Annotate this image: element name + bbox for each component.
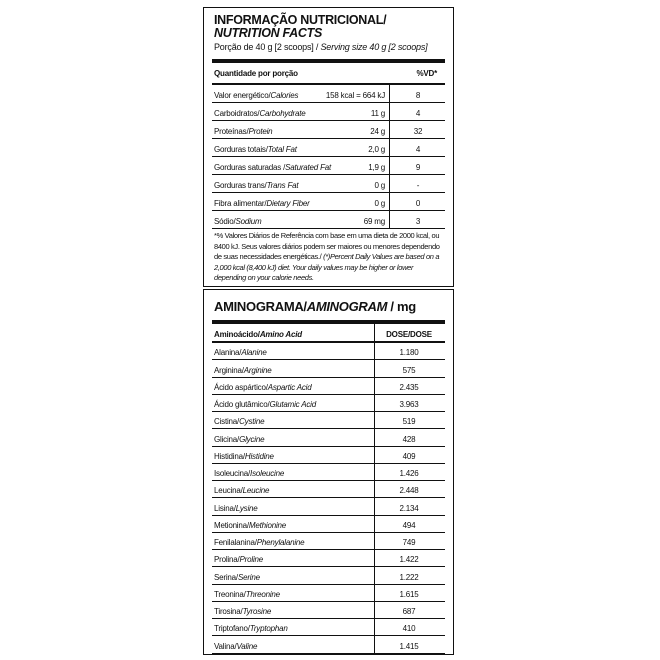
- amino-acid-name: [214, 486, 269, 495]
- aminogram-header-pt: Aminoácido/: [214, 330, 260, 339]
- nutrient-amount: 11 g: [370, 109, 385, 118]
- nutrient-daily-value: 8: [415, 91, 421, 100]
- amino-acid-name-en: Alanine: [241, 348, 267, 358]
- nutrient-name: [214, 109, 306, 118]
- amino-acid-dose: 749: [402, 538, 416, 547]
- amino-acid-name-en: Isoleucine: [250, 469, 285, 478]
- nutrient-name-pt: Gorduras trans/: [214, 181, 267, 190]
- nutrition-row: [212, 193, 445, 211]
- nutrient-daily-value: 0: [415, 199, 421, 208]
- amino-acid-name: [214, 590, 280, 599]
- amino-acid-dose: 494: [402, 520, 416, 530]
- amino-acid-name-en: Proline: [239, 555, 264, 565]
- serving-size-en: Serving size 40 g [2 scoops]: [320, 42, 428, 52]
- amino-acid-dose: 409: [402, 451, 416, 461]
- nutrient-name-en: Carbohydrate: [259, 109, 306, 118]
- amino-acid-name: [214, 400, 316, 409]
- nutrient-name-pt: Fibra alimentar/: [214, 199, 267, 208]
- aminogram-row: [212, 343, 445, 360]
- nutrition-row: [212, 139, 445, 157]
- amino-acid-dose: 1.422: [399, 555, 419, 565]
- amino-acid-dose: 1.415: [399, 641, 419, 651]
- amino-acid-name-pt: Arginina/: [214, 365, 244, 375]
- nutrition-facts-panel: [203, 7, 454, 287]
- nutrient-amount: 1,9 g: [368, 163, 385, 172]
- nutrition-footnote: [214, 231, 445, 284]
- nutrient-amount: 0 g: [374, 199, 385, 208]
- amino-acid-name-en: Tyrosine: [242, 607, 272, 616]
- amino-acid-dose: 410: [402, 624, 416, 634]
- amino-acid-name-en: Lysine: [235, 503, 258, 513]
- aminogram-row: [212, 550, 445, 567]
- aminogram-row: [212, 464, 445, 481]
- nutrient-name-pt: Proteínas/: [214, 127, 249, 136]
- amino-acid-name-pt: Isoleucina/: [214, 469, 251, 478]
- nutrient-name-en: Saturated Fat: [285, 163, 332, 172]
- amino-acid-name-pt: Glicina/: [214, 434, 240, 444]
- aminogram-header: [212, 324, 445, 343]
- amino-acid-name: [214, 504, 258, 513]
- aminogram-row: [212, 395, 445, 412]
- amino-acid-dose: 1.615: [399, 589, 419, 599]
- amino-acid-name-pt: Valina/: [214, 641, 237, 651]
- nutrition-row: [212, 175, 445, 193]
- nutrition-row: [212, 121, 445, 139]
- amino-acid-name: [214, 366, 272, 375]
- amino-acid-name-pt: Histidina/: [214, 451, 245, 461]
- nutrient-name-pt: Sódio/: [214, 217, 236, 226]
- amino-acid-name: [214, 573, 260, 582]
- amino-acid-dose: 575: [402, 365, 416, 375]
- amino-acid-name-pt: Alanina/: [214, 348, 242, 358]
- amino-acid-name-pt: Serina/: [214, 572, 238, 582]
- nutrient-name: [214, 91, 298, 100]
- amino-acid-name-en: Aspartic Acid: [267, 382, 312, 392]
- amino-acid-dose: 1.426: [399, 469, 419, 478]
- nutrient-daily-value: 4: [415, 109, 421, 118]
- serving-size-pt: Porção de 40 g [2 scoops] /: [214, 42, 321, 52]
- aminogram-title-pt: AMINOGRAMA/: [214, 299, 307, 314]
- aminogram-row: [212, 533, 445, 550]
- nutrient-amount: 158 kcal = 664 kJ: [325, 91, 385, 100]
- nutrition-row: [212, 211, 445, 229]
- aminogram-title-en: AMINOGRAM: [306, 299, 388, 314]
- amino-acid-name: [214, 521, 286, 530]
- amino-acid-dose: 2.134: [399, 503, 419, 513]
- amino-acid-name-en: Threonine: [245, 589, 280, 599]
- nutrient-name-en: Protein: [248, 127, 273, 136]
- amino-acid-name: [214, 607, 271, 616]
- amino-acid-name-en: Methionine: [248, 520, 287, 530]
- nutrient-name-en: Trans Fat: [266, 181, 299, 190]
- nutrient-name-en: Dietary Fiber: [266, 199, 310, 208]
- amino-acid-dose: 1.222: [399, 572, 419, 582]
- footnote-en: (*)Percent Daily Values are based on a 2,000 kcal (8,400 kJ) diet. Your daily values may be higher or lower depending on your calorie needs.: [214, 252, 440, 282]
- nutrient-daily-value: 9: [415, 163, 421, 172]
- nutrient-name-pt: Gorduras totais/: [214, 145, 268, 154]
- thick-divider: [212, 59, 445, 63]
- nutrition-header: [214, 69, 443, 78]
- amino-acid-name-pt: Prolina/: [214, 555, 240, 565]
- aminogram-row: [212, 429, 445, 446]
- amino-acid-name-pt: Ácido glutâmico/: [214, 400, 270, 409]
- amino-acid-dose: 1.180: [399, 348, 419, 358]
- amino-acid-name-pt: Treonina/: [214, 589, 246, 599]
- nutrient-name-en: Calories: [270, 91, 299, 100]
- amino-acid-name: [214, 642, 257, 651]
- dose-column-divider: [374, 324, 375, 654]
- aminogram-row: [212, 378, 445, 395]
- aminogram-row: [212, 516, 445, 533]
- aminogram-row: [212, 498, 445, 515]
- aminogram-row: [212, 585, 445, 602]
- amino-acid-name-pt: Metionina/: [214, 520, 249, 530]
- amino-acid-name-en: Arginine: [243, 365, 272, 375]
- nutrition-header-label: Quantidade por porção: [214, 69, 298, 78]
- aminogram-row: [212, 360, 445, 377]
- amino-acid-name-en: Serine: [237, 572, 260, 582]
- amino-acid-name-en: Cystine: [239, 417, 265, 427]
- nutrient-daily-value: 32: [413, 127, 423, 136]
- amino-acid-name-en: Tryptophan: [249, 624, 288, 634]
- amino-acid-name-pt: Leucina/: [214, 486, 243, 496]
- value-column-divider: [389, 85, 390, 229]
- amino-acid-name: [214, 624, 288, 633]
- nutrient-name: [214, 181, 298, 190]
- aminogram-header-dose: DOSE/DOSE: [386, 330, 432, 339]
- nutrient-name-en: Total Fat: [267, 145, 297, 154]
- amino-acid-name: [214, 383, 312, 392]
- amino-acid-name: [214, 538, 304, 547]
- amino-acid-name-en: Valine: [236, 641, 258, 651]
- nutrient-amount: 0 g: [374, 181, 385, 190]
- amino-acid-dose: 519: [402, 417, 416, 427]
- nutrient-name: [214, 145, 297, 154]
- nutrient-name: [214, 217, 261, 226]
- nutrient-name-en: Sodium: [235, 217, 262, 226]
- amino-acid-name-pt: Ácido aspártico/: [214, 382, 268, 392]
- amino-acid-name: [214, 348, 267, 357]
- nutrient-name-pt: Gorduras saturadas /: [214, 163, 286, 172]
- amino-acid-name: [214, 435, 264, 444]
- amino-acid-name: [214, 555, 263, 564]
- aminogram-panel: [203, 289, 454, 655]
- aminogram-header-en: Amino Acid: [259, 330, 302, 339]
- nutrition-title-pt: INFORMAÇÃO NUTRICIONAL/: [214, 13, 387, 27]
- aminogram-row: [212, 412, 445, 429]
- footnote-pt: *% Valores Diários de Referência com base em uma dieta de 2000 kcal, ou 8400 kJ. Seus valores diários podem ser maiores ou menores dependendo de suas necessidades energéticas./: [214, 231, 440, 261]
- amino-acid-dose: 428: [402, 434, 416, 444]
- aminogram-row: [212, 636, 445, 653]
- amino-acid-name-en: Histidine: [244, 451, 274, 461]
- nutrient-name: [214, 163, 331, 172]
- nutrition-row: [212, 103, 445, 121]
- nutrient-amount: 2,0 g: [368, 145, 385, 154]
- aminogram-row: [212, 481, 445, 498]
- aminogram-title-unit: / mg: [387, 299, 416, 314]
- amino-acid-name: [214, 417, 264, 426]
- aminogram-row: [212, 447, 445, 464]
- aminogram-row: [212, 602, 445, 619]
- nutrient-daily-value: -: [416, 181, 420, 190]
- aminogram-title: [214, 300, 416, 313]
- nutrient-amount: 69 mg: [363, 217, 385, 226]
- amino-acid-name-pt: Triptofano/: [214, 624, 250, 634]
- nutrition-row: [212, 157, 445, 175]
- amino-acid-name-en: Leucine: [242, 486, 270, 496]
- nutrient-name: [214, 127, 272, 136]
- amino-acid-dose: 3.963: [399, 400, 419, 409]
- nutrition-title: [214, 14, 386, 40]
- amino-acid-name-en: Phenylalanine: [256, 538, 305, 547]
- serving-size: [214, 42, 427, 52]
- nutrient-daily-value: 3: [415, 217, 421, 226]
- amino-acid-name: [214, 452, 274, 461]
- amino-acid-name-pt: Tirosina/: [214, 607, 243, 616]
- amino-acid-dose: 2.435: [399, 382, 419, 392]
- nutrient-name-pt: Carboidratos/: [214, 109, 260, 118]
- nutrition-header-dv: %VD*: [416, 69, 437, 78]
- nutrient-name-pt: Valor energético/: [214, 91, 271, 100]
- amino-acid-name-pt: Fenilalanina/: [214, 538, 257, 547]
- nutrient-name: [214, 199, 310, 208]
- amino-acid-name-en: Glycine: [239, 434, 265, 444]
- amino-acid-name-en: Glutamic Acid: [269, 400, 316, 409]
- nutrient-daily-value: 4: [415, 145, 421, 154]
- amino-acid-dose: 2.448: [399, 486, 419, 496]
- amino-acid-name-pt: Cistina/: [214, 417, 240, 427]
- aminogram-row: [212, 619, 445, 636]
- aminogram-row: [212, 567, 445, 584]
- amino-acid-name: [214, 469, 284, 478]
- amino-acid-name-pt: Lisina/: [214, 503, 236, 513]
- nutrition-title-en: NUTRITION FACTS: [214, 26, 322, 40]
- amino-acid-dose: 687: [402, 607, 416, 616]
- nutrition-row: [212, 85, 445, 103]
- nutrient-amount: 24 g: [370, 127, 385, 136]
